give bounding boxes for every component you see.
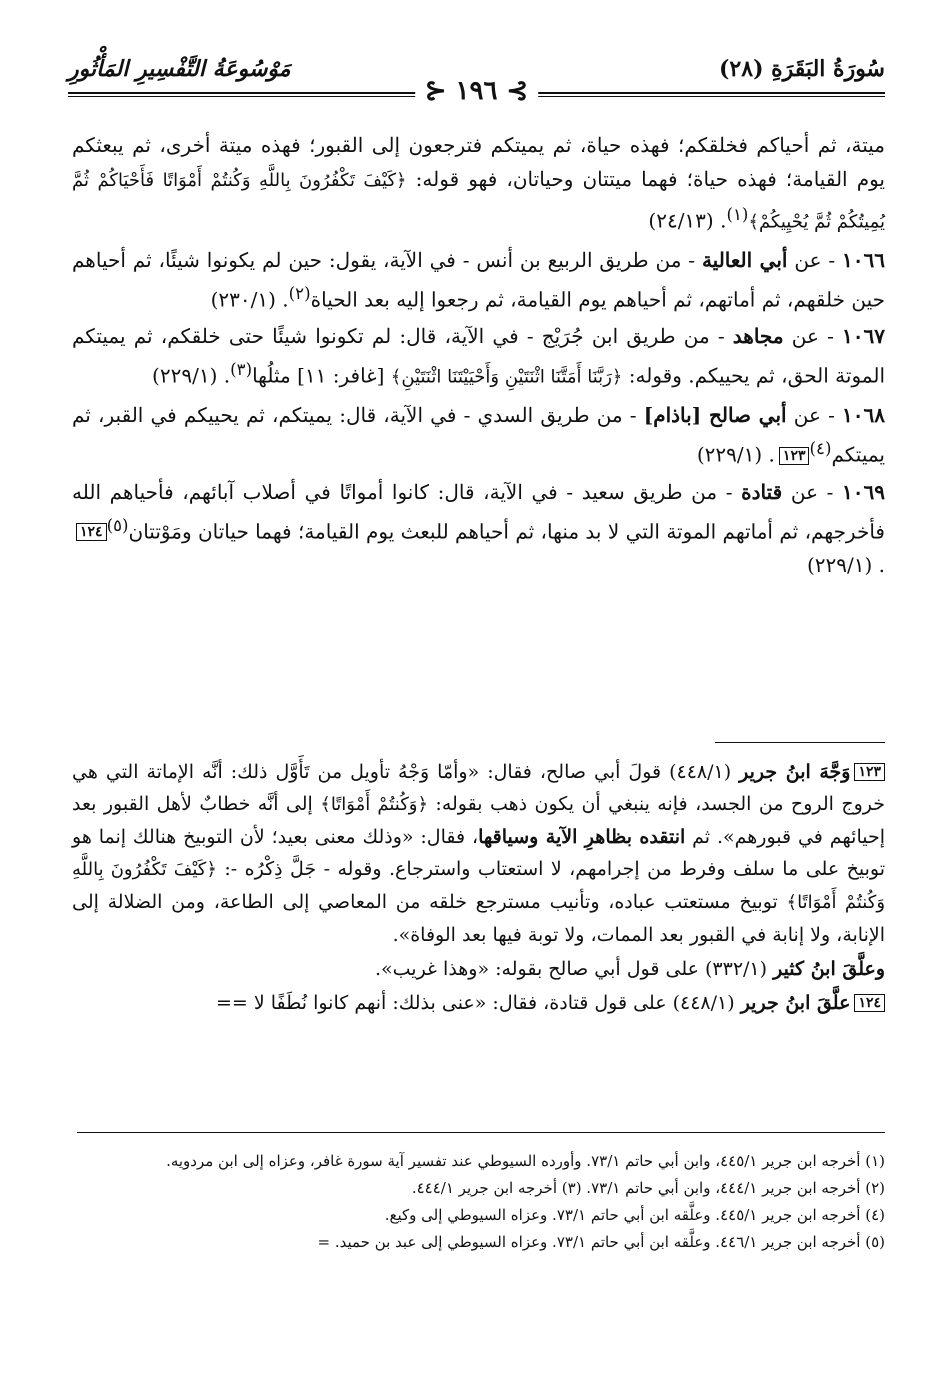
narration-1067: ١٠٦٧ - عن مجاهد - من طريق ابن جُرَيْج - في الآية، قال: لم تكونوا شيئًا حتى خلقكم، ثم يميتكم الموتة الحق، ثم يحييكم. وقوله: ﴿رَبَّنَا أَمَتَّنَا اثْنَتَيْنِ وَأَحْيَيْتَنَا اثْنَتَيْنِ﴾ [غافر: ١١] مثلُها$^{(٣)}$. (٢٢٩/١) — [72, 324, 885, 388]
footnote-marker: (٤) — [809, 438, 832, 458]
footnote: (١) أخرجه ابن جرير ٤٤٥/١، وابن أبي حاتم ٧٣/١. وأورده السيوطي عند تفسير آية سورة غافر، وعزاه إلى ابن مردويه. — [166, 1152, 885, 1170]
quran-verse: ﴿كَيْفَ تَكْفُرُونَ بِاللَّهِ وَكُنتُمْ أَمْوَاتًا فَأَحْيَاكُمْ ثُمَّ يُمِيتُكُمْ ثُمَّ يُحْيِيكُمْ﴾ — [72, 170, 885, 233]
narrator-name: قتادة — [741, 479, 783, 504]
narrator-name: أبي العالية — [701, 247, 788, 272]
narration-number: ١٠٦٧ — [842, 324, 885, 349]
narration-1066: ١٠٦٦ - عن أبي العالية - من طريق الربيع بن أنس - في الآية، يقول: حين لم يكونوا شيئًا، ثم أحياهم حين خلقهم، ثم أماتهم، ثم أحياهم يوم القيامة، ثم رجعوا إليه بعد الحياة$^{(٢)}$. (٢٣٠/١) — [72, 247, 886, 312]
footnote-marker: (٣) — [230, 360, 253, 380]
surah-title: سُورَةُ البَقَرَةِ (٢٨) — [719, 56, 885, 82]
quran-verse: ﴿كَيْفَ تَكْفُرُونَ بِاللَّهِ وَكُنتُمْ أَمْوَاتًا﴾ — [72, 859, 886, 913]
note-123: ١٢٣وَجَّهَ ابنُ جرير (٤٤٨/١) قولَ أبي صالح، فقال: «وأمّا وَجْهُ تأويل من تَأَوَّل ذلك: أنَّه الإماتة التي هي خروج الروح من الجسد، فإنه ينبغي أن يكون ذهب بقوله: ﴿وَكُنتُمْ أَمْوَاتًا﴾ إلى أنَّه خطابٌ لأهل القبور بعد إحيائهم في قبورهم». ثم انتقده بظاهرِ الآية وسياقها، فقال: «وذلك معنى بعيد؛ لأن التوبيخ هنالك إنما هو توبيخ على ما سلف وفرط من إجرامهم، لا استعتاب واسترجاع. وقوله - جَلَّ ذِكْرُه -: ﴿كَيْفَ تَكْفُرُونَ بِاللَّهِ وَكُنتُمْ أَمْوَاتًا﴾ توبيخ مستعتب عباده، وتأنيب مسترجع خلقه من المعاصي إلى الطاعة، ومن الضلالة إلى الإنابة، ولا إنابة في القبور بعد الممات، ولا توبة فيها بعد الوفاة». — [72, 761, 886, 946]
book-title: مَوْسُوعَةُ التَّفْسِيرِ المَأْثُورِ — [68, 56, 291, 82]
quran-verse: ﴿وَكُنتُمْ أَمْوَاتًا﴾ — [320, 794, 429, 815]
footnote: (٢) أخرجه ابن جرير ٤٤٤/١، وابن أبي حاتم ٧٣/١. (٣) أخرجه ابن جرير ٤٤٤/١. — [411, 1179, 885, 1197]
source-ref: (٢٤/١٣) — [648, 208, 714, 233]
note-marker-box[interactable]: ١٢٤ — [76, 523, 107, 541]
commentary-notes — [72, 756, 885, 1021]
narrator-name: مجاهد — [732, 324, 784, 349]
footnote: (٥) أخرجه ابن جرير ٤٤٦/١. وعلَّقه ابن أبي حاتم ٧٣/١. وعزاه السيوطي إلى عبد بن حميد. = — [317, 1233, 885, 1251]
footnote-marker: (١) — [726, 205, 749, 224]
narration-number: ١٠٦٨ — [842, 402, 885, 427]
paragraph-continuation: ميتة، ثم أحياكم فخلقكم؛ فهذه حياة، ثم يميتكم فترجعون إلى القبور؛ فهذه ميتة أخرى، ثم يبعثكم يوم القيامة؛ فهذه حياة؛ فهما ميتتان وحياتان، فهو قوله: ﴿كَيْفَ تَكْفُرُونَ بِاللَّهِ وَكُنتُمْ أَمْوَاتًا فَأَحْيَاكُمْ ثُمَّ يُمِيتُكُمْ ثُمَّ يُحْيِيكُمْ﴾$^{(١)}$. (٢٤/١٣) — [72, 133, 885, 233]
source-ref: (٢٢٩/١) — [806, 553, 873, 578]
source-ref: (٢٣٠/١) — [210, 287, 276, 312]
narration-1069: ١٠٦٩ - عن قتادة - من طريق سعيد - في الآية، قال: كانوا أمواتًا في أصلاب آبائهم، فأحياهم الله فأخرجهم، ثم أماتهم الموتة التي لا بد منها، ثم أحياهم للبعث يوم القيامة؛ فهما حياتان ومَوْتتان$^{(٥)}$١٢٤. (٢٢٩/١) — [72, 479, 886, 578]
footnote-marker: (٢) — [288, 283, 311, 303]
note-lead: وعلَّقَ ابنُ كثير — [773, 958, 885, 980]
narration-number: ١٠٦٩ — [842, 479, 886, 504]
note-lead: وَجَّهَ ابنُ جرير — [739, 761, 851, 783]
source-ref: (٢٢٩/١) — [152, 363, 218, 388]
narration-number: ١٠٦٦ — [842, 247, 886, 272]
emphasis: انتقده بظاهرِ الآية وسياقها — [478, 826, 686, 848]
page-number: ⊱ ١٩٦ ⊰ — [415, 76, 539, 106]
footnote-marker: (٥) — [106, 515, 129, 535]
page-header — [68, 50, 885, 110]
main-text — [72, 128, 885, 585]
footnote: (٤) أخرجه ابن جرير ٤٤٥/١. وعلَّقه ابن أبي حاتم ٧٣/١. وعزاه السيوطي إلى وكيع. — [384, 1206, 885, 1224]
footnotes-separator — [77, 1132, 885, 1133]
notes-separator — [715, 742, 885, 743]
quran-verse: ﴿رَبَّنَا أَمَتَّنَا اثْنَتَيْنِ وَأَحْيَيْتَنَا اثْنَتَيْنِ﴾ — [390, 366, 623, 388]
note-marker-box[interactable]: ١٢٣ — [779, 447, 810, 465]
note-number-box: ١٢٣ — [854, 763, 885, 781]
note-123-ibn-kathir: وعلَّقَ ابنُ كثير (٣٣٢/١) على قول أبي صالح بقوله: «وهذا غريب». — [374, 958, 885, 980]
narrator-name: أبي صالح [باذام] — [643, 402, 787, 427]
footnotes — [72, 1148, 885, 1256]
note-lead: علَّقَ ابنُ جرير — [740, 992, 851, 1014]
narration-1068: ١٠٦٨ - عن أبي صالح [باذام] - من طريق السدي - في الآية، قال: يميتكم، ثم يحييكم في القبر، ثم يميتكم$^{(٤)}$١٢٣. (٢٢٩/١) — [72, 402, 885, 467]
note-number-box: ١٢٤ — [854, 994, 885, 1012]
source-ref: (٢٢٩/١) — [696, 442, 763, 467]
note-124: ١٢٤علَّقَ ابنُ جرير (٤٤٨/١) على قول قتادة، فقال: «عنى بذلك: أنهم كانوا نُطَفًا لا == — [72, 987, 885, 1019]
